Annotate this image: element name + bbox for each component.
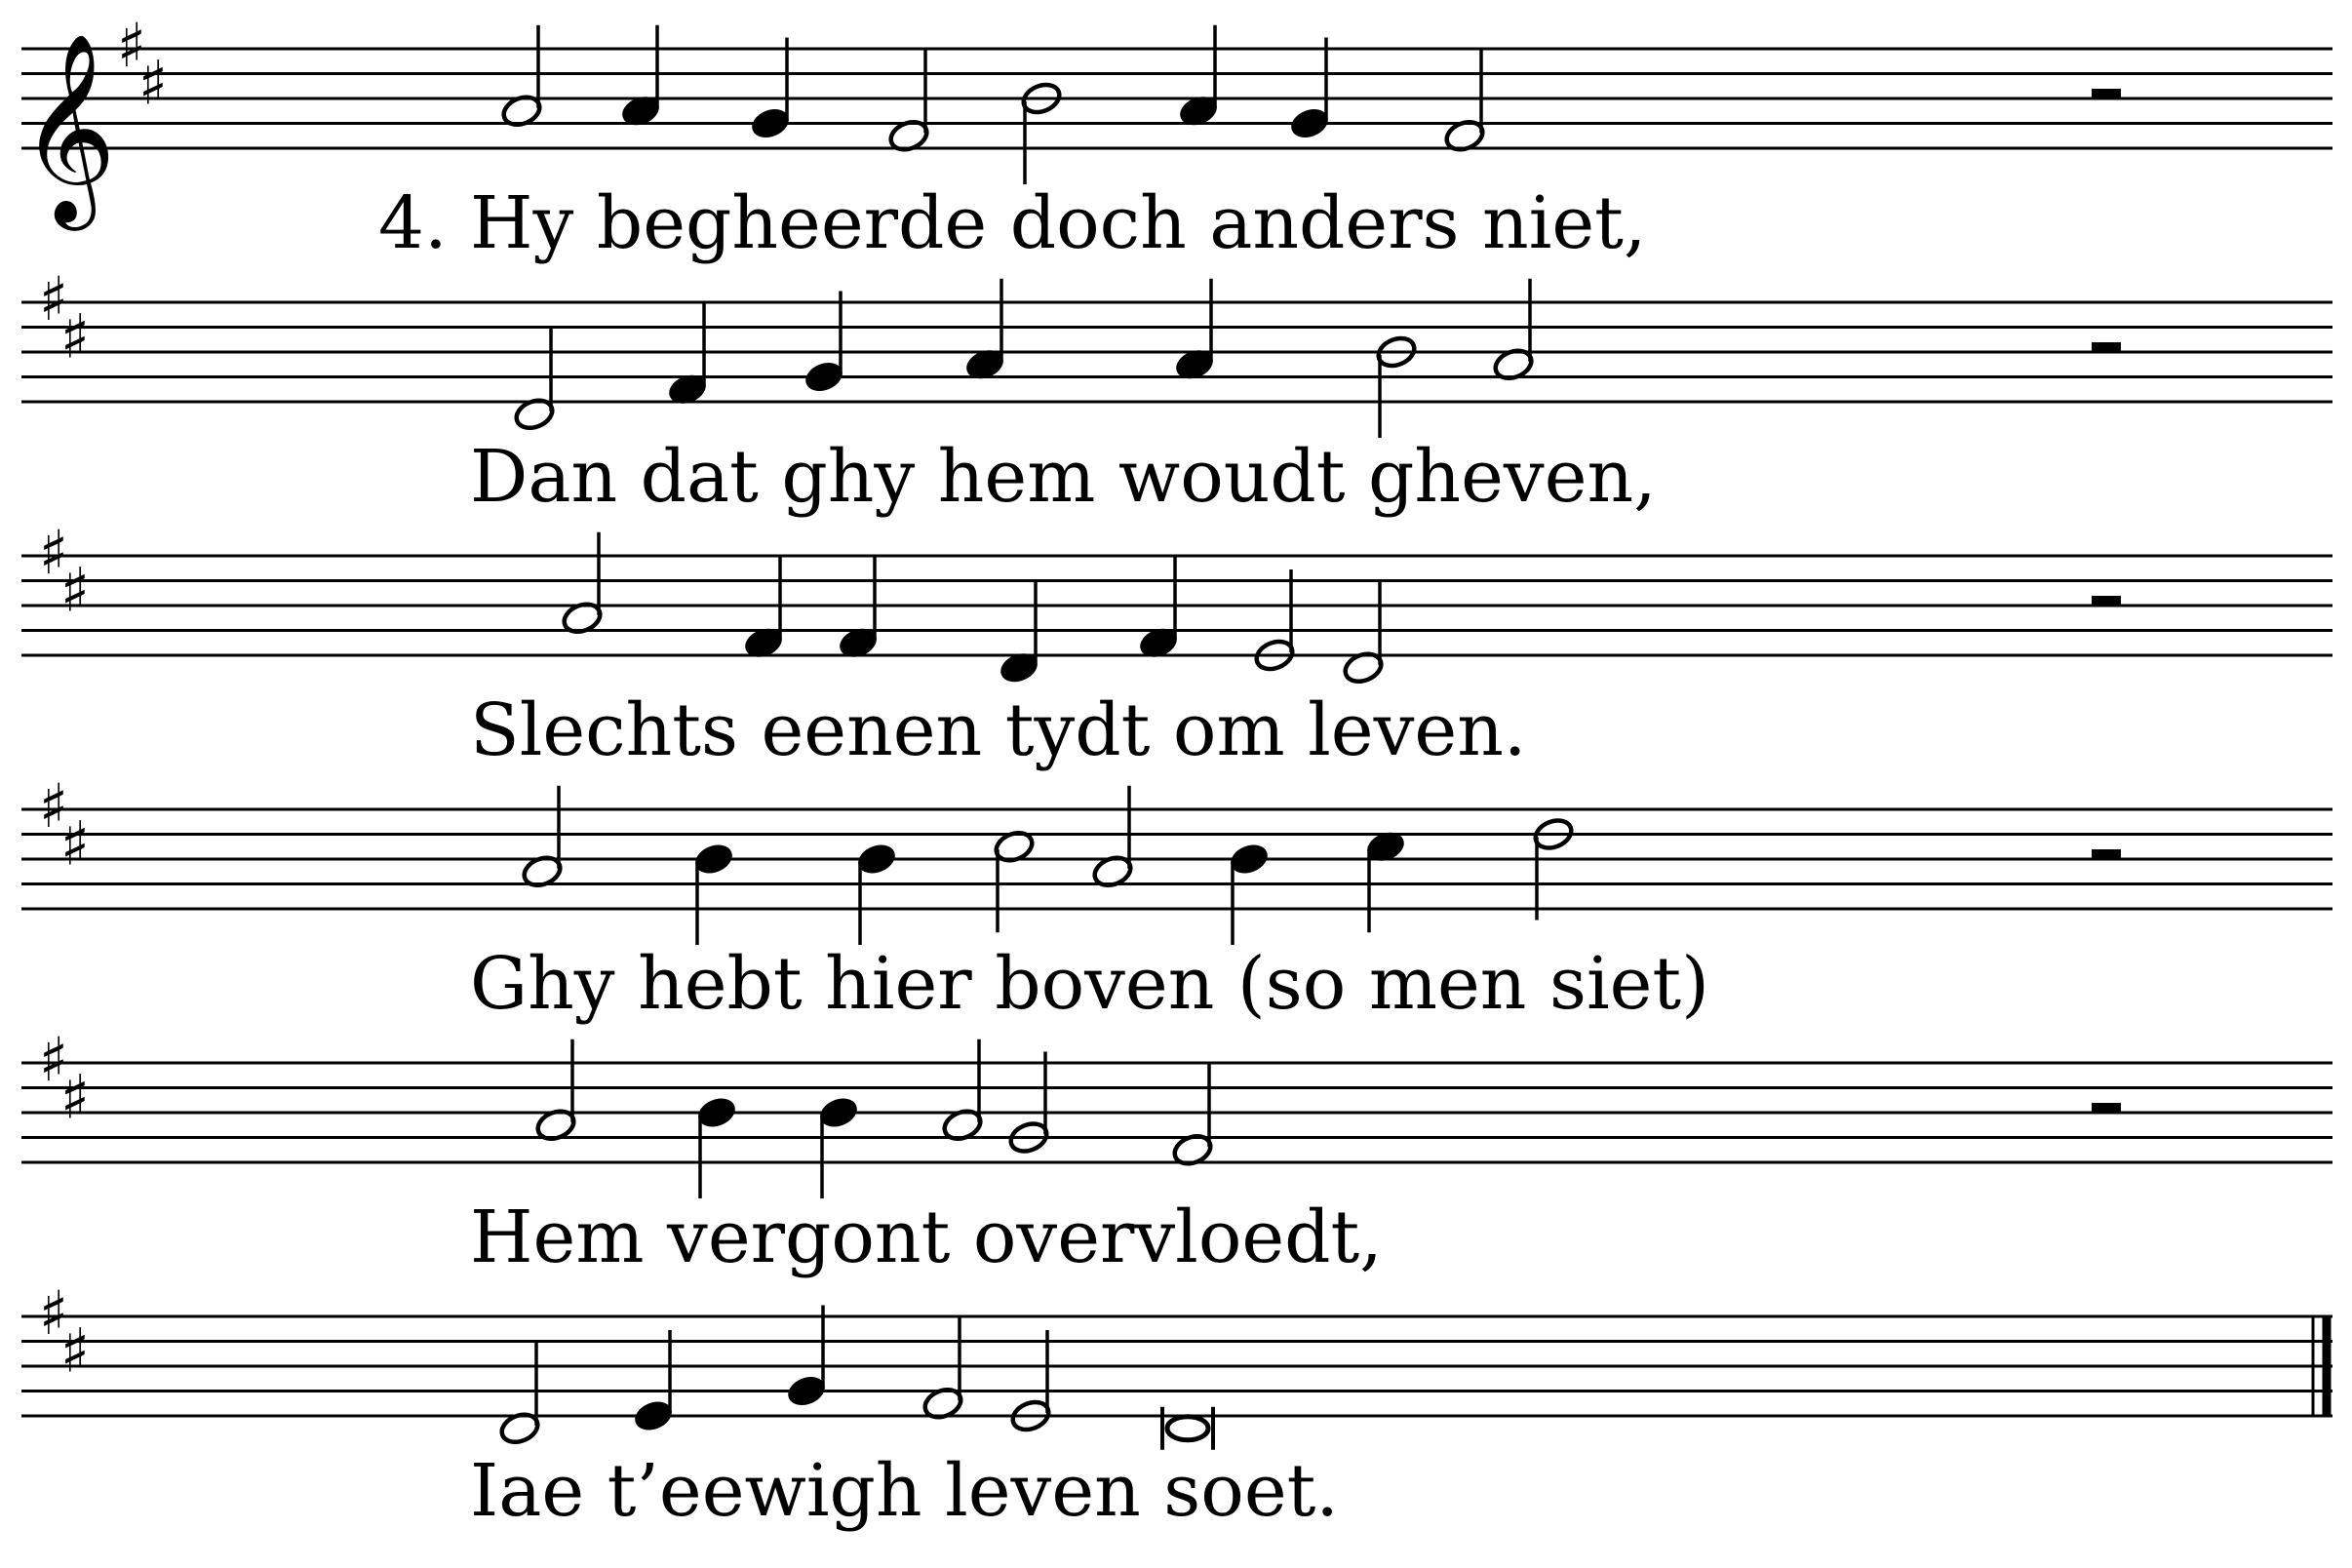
sharp-icon: ♯ [60,807,91,880]
sharp-icon: ♯ [138,47,169,119]
half-rest [2092,342,2121,352]
sharp-icon: ♯ [60,554,91,626]
treble-clef-icon: 𝄞 [20,31,117,222]
sharp-icon: ♯ [117,10,147,81]
verse-number: 4. [378,181,448,265]
lyric-line-2: Dan dat ghy hem woudt gheven, [470,435,1657,519]
lyric-line-3: Slechts eenen tydt om leven. [470,688,1527,772]
staff-system-2 [21,263,2332,438]
lyric-line-4: Ghy hebt hier boven (so men siet) [470,942,1710,1026]
lyric-line-6: Iae t’eewigh leven soet. [470,1449,1339,1533]
half-rest [2092,596,2121,606]
sharp-icon: ♯ [39,263,69,334]
half-rest [2092,849,2121,859]
sharp-icon: ♯ [60,1314,91,1387]
sharp-icon: ♯ [39,1024,69,1095]
half-rest [2092,1103,2121,1113]
staff-system-3 [21,517,2332,686]
breve-note [1167,1417,1208,1440]
half-rest [2092,89,2121,98]
sharp-icon: ♯ [60,1061,91,1133]
staff-system-5 [21,1024,2332,1198]
sharp-icon: ♯ [39,1277,69,1349]
lyric-line-5: Hem vergont overvloedt, [470,1196,1383,1279]
staff-system-6 [21,1277,2332,1450]
sharp-icon: ♯ [39,517,69,588]
sharp-icon: ♯ [39,770,69,842]
sharp-icon: ♯ [60,300,91,372]
lyric-line-1: Hy begheerde doch anders niet, [470,181,1647,265]
staff-system-4 [21,770,2332,945]
